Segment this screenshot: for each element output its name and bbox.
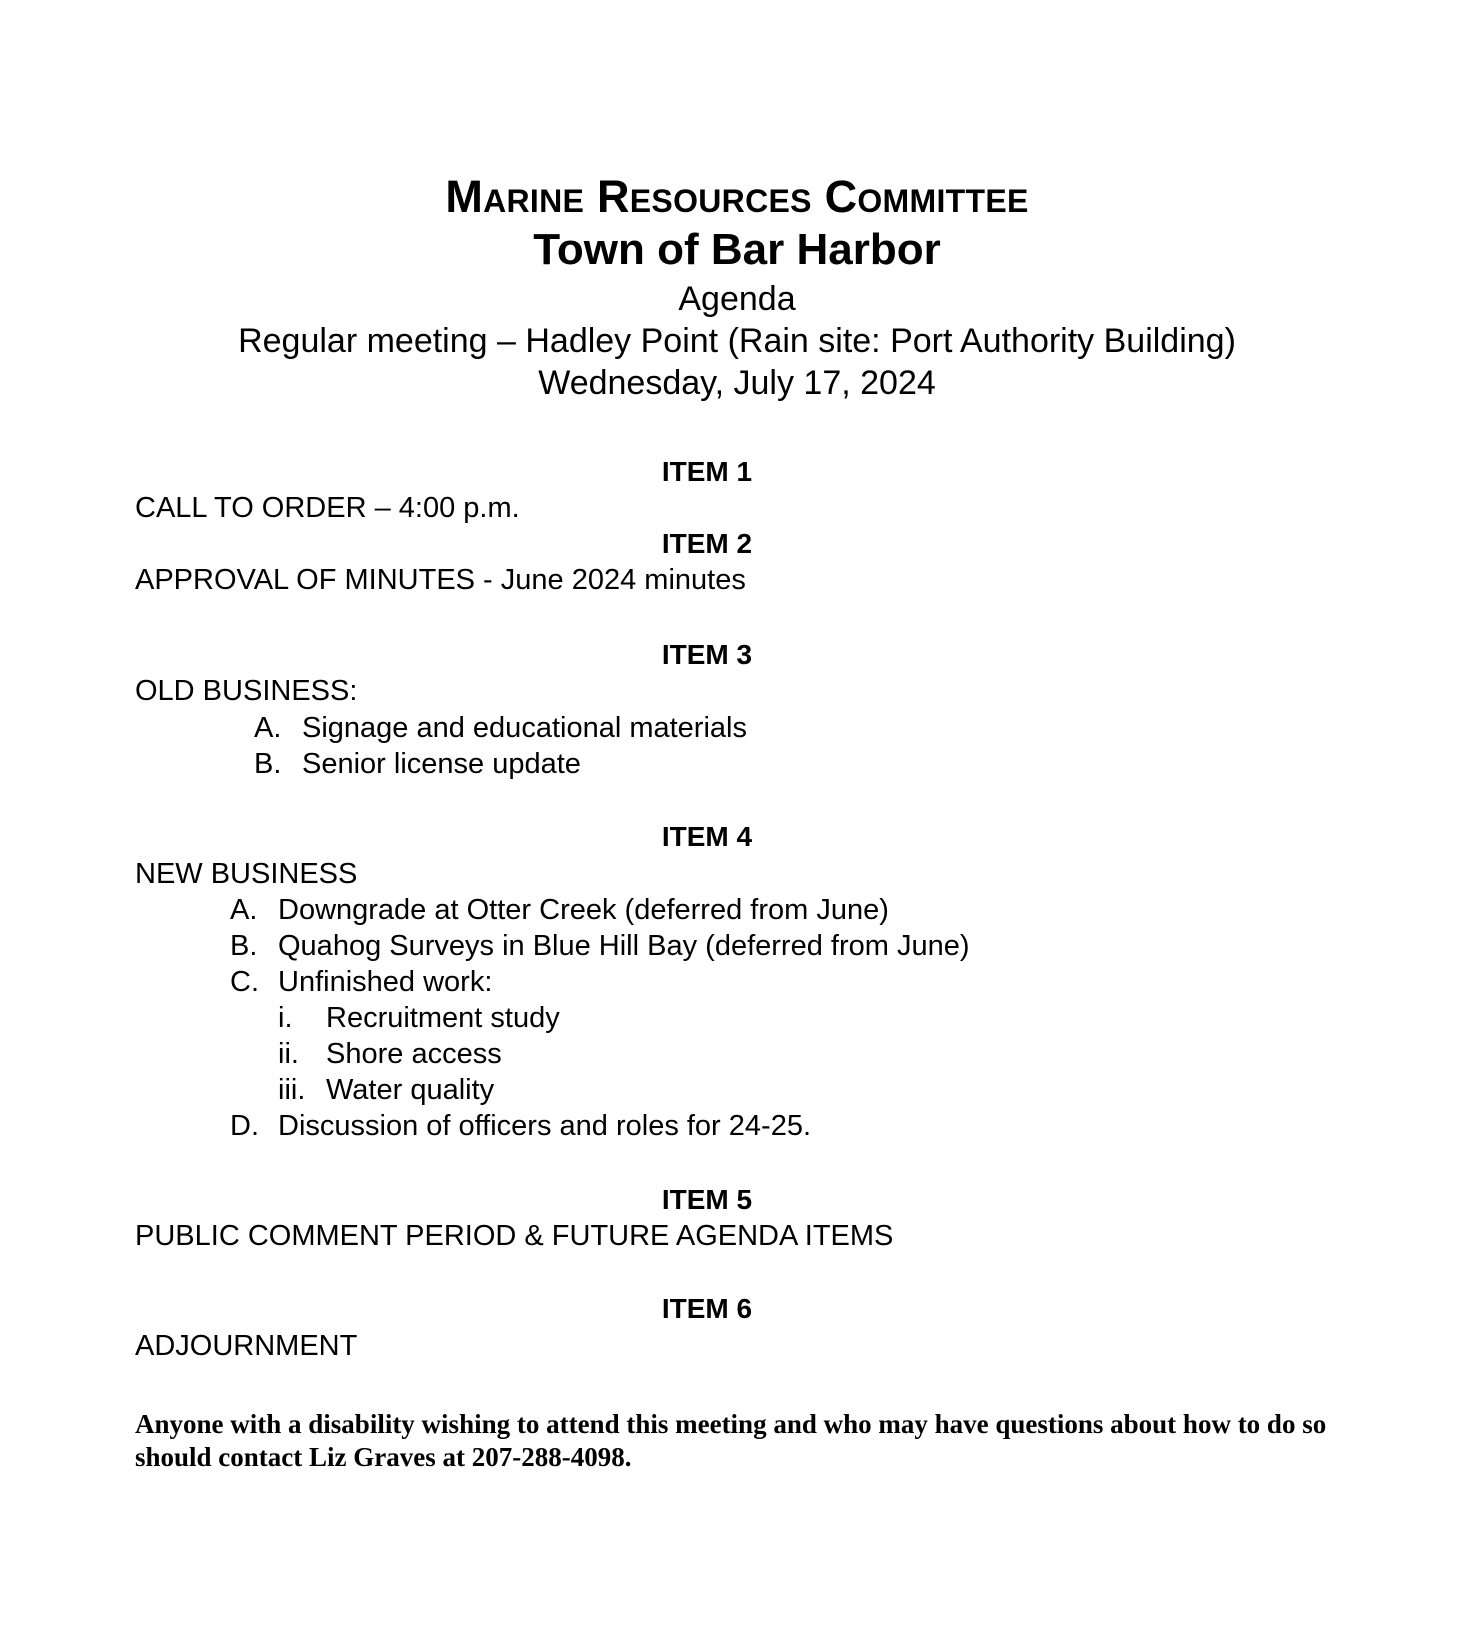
nested-list-item	[278, 1072, 494, 1108]
list-item	[254, 746, 581, 782]
list-item	[230, 892, 889, 928]
document-header	[0, 168, 1474, 404]
item-4-text: NEW BUSINESS	[135, 858, 358, 890]
item-5-heading: ITEM 5	[661, 1184, 753, 1215]
item-3-text: OLD BUSINESS:	[135, 675, 358, 707]
nested-list-item	[278, 1000, 560, 1036]
item-2-text: APPROVAL OF MINUTES - June 2024 minutes	[135, 564, 746, 596]
list-item-text: Senior license update	[302, 748, 581, 780]
list-marker: C.	[230, 966, 259, 998]
document-type: Agenda	[678, 280, 796, 318]
committee-title: Marine Resources Committee	[445, 171, 1029, 222]
item-3-heading: ITEM 3	[661, 639, 753, 670]
list-marker: D.	[230, 1110, 259, 1142]
nested-list-item	[278, 1036, 502, 1072]
list-item	[230, 964, 492, 1000]
list-item-text: Recruitment study	[326, 1002, 560, 1034]
list-marker: i.	[278, 1002, 293, 1034]
list-item-text: Water quality	[326, 1074, 495, 1106]
list-item-text: Discussion of officers and roles for 24-25.	[278, 1110, 812, 1142]
list-item	[230, 928, 969, 964]
list-marker: B.	[254, 748, 282, 780]
meeting-location: Regular meeting – Hadley Point (Rain site: Port Authority Building)	[238, 322, 1236, 360]
list-marker: ii.	[278, 1038, 299, 1070]
list-marker: iii.	[278, 1074, 306, 1106]
meeting-date: Wednesday, July 17, 2024	[538, 364, 936, 402]
item-2-heading: ITEM 2	[661, 528, 753, 559]
accessibility-notice: Anyone with a disability wishing to attend this meeting and who may have questions about how to do so should contact Liz Graves at 207-288-4098.	[135, 1409, 1327, 1472]
list-item	[254, 710, 747, 746]
item-6-text: ADJOURNMENT	[135, 1330, 358, 1362]
list-item-text: Unfinished work:	[278, 966, 493, 998]
list-item	[230, 1108, 811, 1144]
list-item-text: Quahog Surveys in Blue Hill Bay (deferred from June)	[278, 930, 970, 962]
town-title: Town of Bar Harbor	[533, 225, 941, 274]
item-1-heading: ITEM 1	[661, 456, 753, 487]
list-marker: A.	[230, 894, 258, 926]
list-marker: B.	[230, 930, 258, 962]
item-4-heading: ITEM 4	[661, 821, 753, 852]
item-5-text: PUBLIC COMMENT PERIOD & FUTURE AGENDA ITEMS	[135, 1220, 894, 1252]
list-marker: A.	[254, 712, 282, 744]
item-1-text: CALL TO ORDER – 4:00 p.m.	[135, 492, 520, 524]
item-6-heading: ITEM 6	[661, 1293, 753, 1324]
list-item-text: Shore access	[326, 1038, 502, 1070]
list-item-text: Signage and educational materials	[302, 712, 747, 744]
list-item-text: Downgrade at Otter Creek (deferred from June)	[278, 894, 889, 926]
